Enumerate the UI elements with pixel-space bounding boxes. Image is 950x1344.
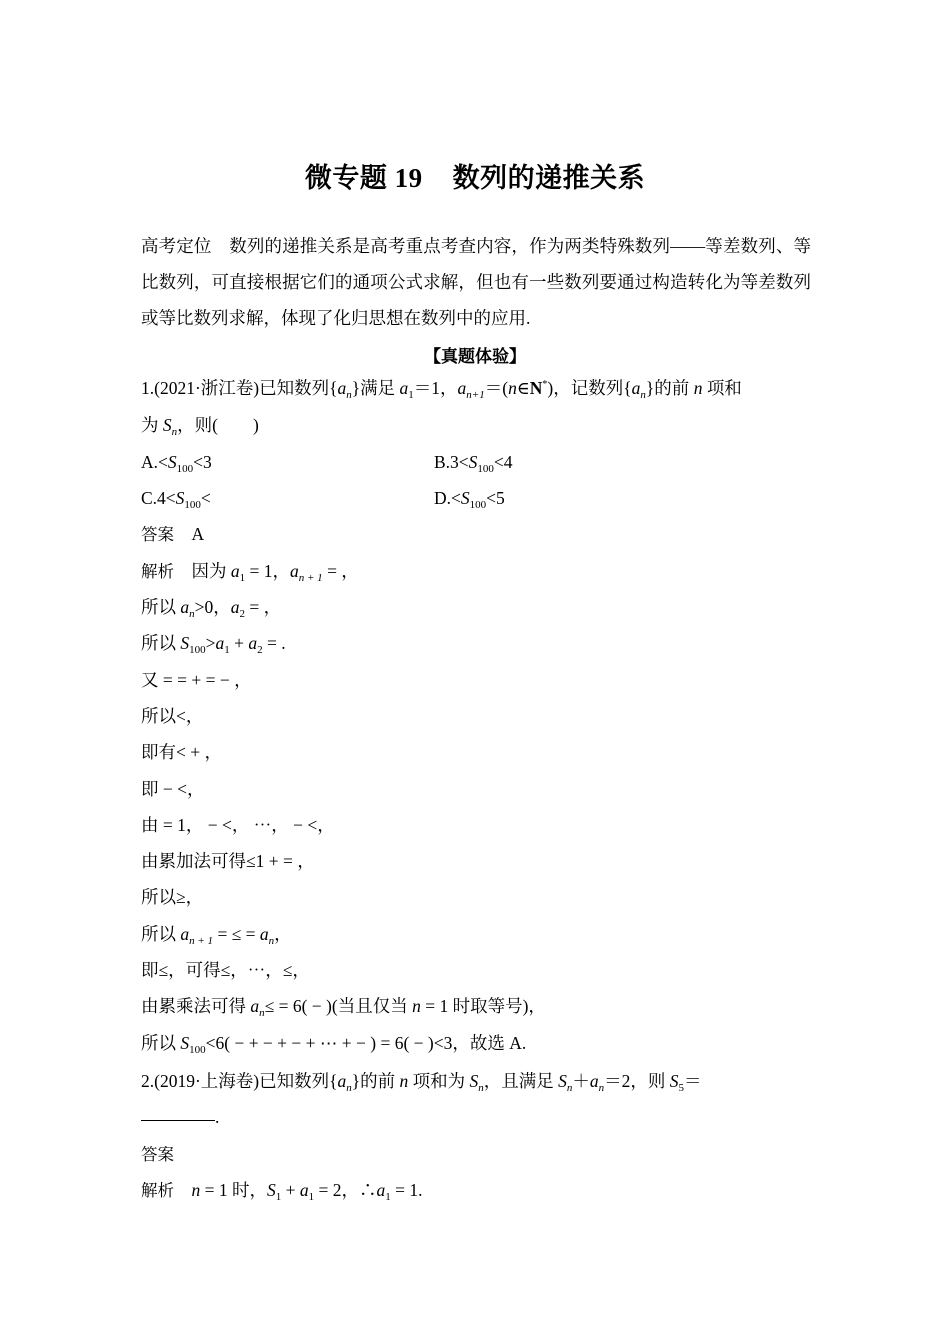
intro-paragraph <box>141 228 811 336</box>
problem1-analysis-line-6: 即 − <， <box>141 779 205 799</box>
problem1-option-c: $C.4<S_{100}<$ <box>141 488 211 511</box>
problem1-analysis-line-0 <box>141 559 359 584</box>
problem1-analysis-line-11: 即≤，可得≤，⋯，≤， <box>141 960 310 980</box>
section-header: 【真题体验】 <box>424 347 526 367</box>
answer-blank <box>141 1106 215 1121</box>
analysis-label: 解析 <box>141 1181 174 1200</box>
analysis-text: n = 1 时，$S_1 + a_1 = 2$，$\therefore a_1 = 1$. <box>191 1180 423 1203</box>
problem1-option-a: $A.<S_{100}<3$ <box>141 452 212 475</box>
problem1-analysis-line-7: 由 = 1， − <， ⋯， − <， <box>141 815 335 835</box>
problem1-option-d: $D.<S_{100}<5$ <box>434 488 505 511</box>
answer-label: 答案 <box>141 1145 174 1164</box>
problem1-analysis-line-13: 所以 $S_{100}<6$( − + − + − + ⋯ + − ) = 6( − )<3，故选 A. <box>141 1033 527 1056</box>
answer-label: 答案 <box>141 525 174 544</box>
problem1-analysis-line-5: 即有< + ， <box>141 742 222 762</box>
title-topic-name: 数列的递推关系 <box>452 163 646 193</box>
problem1-analysis-line-2: 所以 $S_{100}>a_1 + a_2$ = . <box>141 633 286 656</box>
problem1-analysis-line-4: 所以<， <box>141 706 204 726</box>
problem1-analysis-line-8: 由累加法可得≤1 + = ， <box>141 851 315 871</box>
problem2-stem-line1: 2.(2019·上海卷)已知数列$\{a_n\}$的前 n 项和为 $S_n$，且满足 $S_n+a_n=2$，则 $S_5=$ <box>141 1071 702 1094</box>
problem1-analysis-line-3: 又 = = + = − ， <box>141 670 252 690</box>
answer-value: A <box>191 524 205 544</box>
title-topic-number: 微专题 19 <box>304 163 423 193</box>
problem1-answer <box>141 522 204 547</box>
problem1-option-b: $B.3<S_{100}<4$ <box>434 452 513 475</box>
problem1-analysis-line-9: 所以≥， <box>141 887 204 907</box>
problem1-analysis-line-10: 所以 $a_{n + 1}$ = ≤ = $a_n$， <box>141 924 292 947</box>
intro-text: 数列的递推关系是高考重点考查内容，作为两类特殊数列——等差数列、等比数列，可直接根据它们的通项公式求解，但也有一些数列要通过构造转化为等差数列或等比数列求解，体现了化归思想在数列中的应用. <box>141 236 812 328</box>
problem1-stem-line1: 1.(2021·浙江卷)已知数列$\{a_n\}$满足 $a_1=1$，$a_{n+1}=(n\in N^*)$，记数列$\{a_n\}$的前 n 项和 <box>141 378 742 401</box>
problem1-analysis-line-1: 所以 $a_n>0$，$a_2$ = ， <box>141 597 282 620</box>
analysis-label: 解析 <box>141 562 174 581</box>
problem2-answer <box>141 1142 174 1167</box>
problem1-stem-line2: 为 $S_n$，则( ) <box>141 415 259 438</box>
problem2-analysis <box>141 1178 423 1203</box>
problem2-stem-line2: . <box>141 1105 219 1129</box>
analysis-text: 因为 $a_1 = 1$，$a_{n + 1}$ = ， <box>191 561 359 584</box>
page-title <box>0 156 950 195</box>
intro-label: 高考定位 <box>141 236 212 256</box>
problem1-analysis-line-12: 由累乘法可得 $a_n\le = 6$( − )(当且仅当 n = 1 时取等号)， <box>141 996 546 1019</box>
